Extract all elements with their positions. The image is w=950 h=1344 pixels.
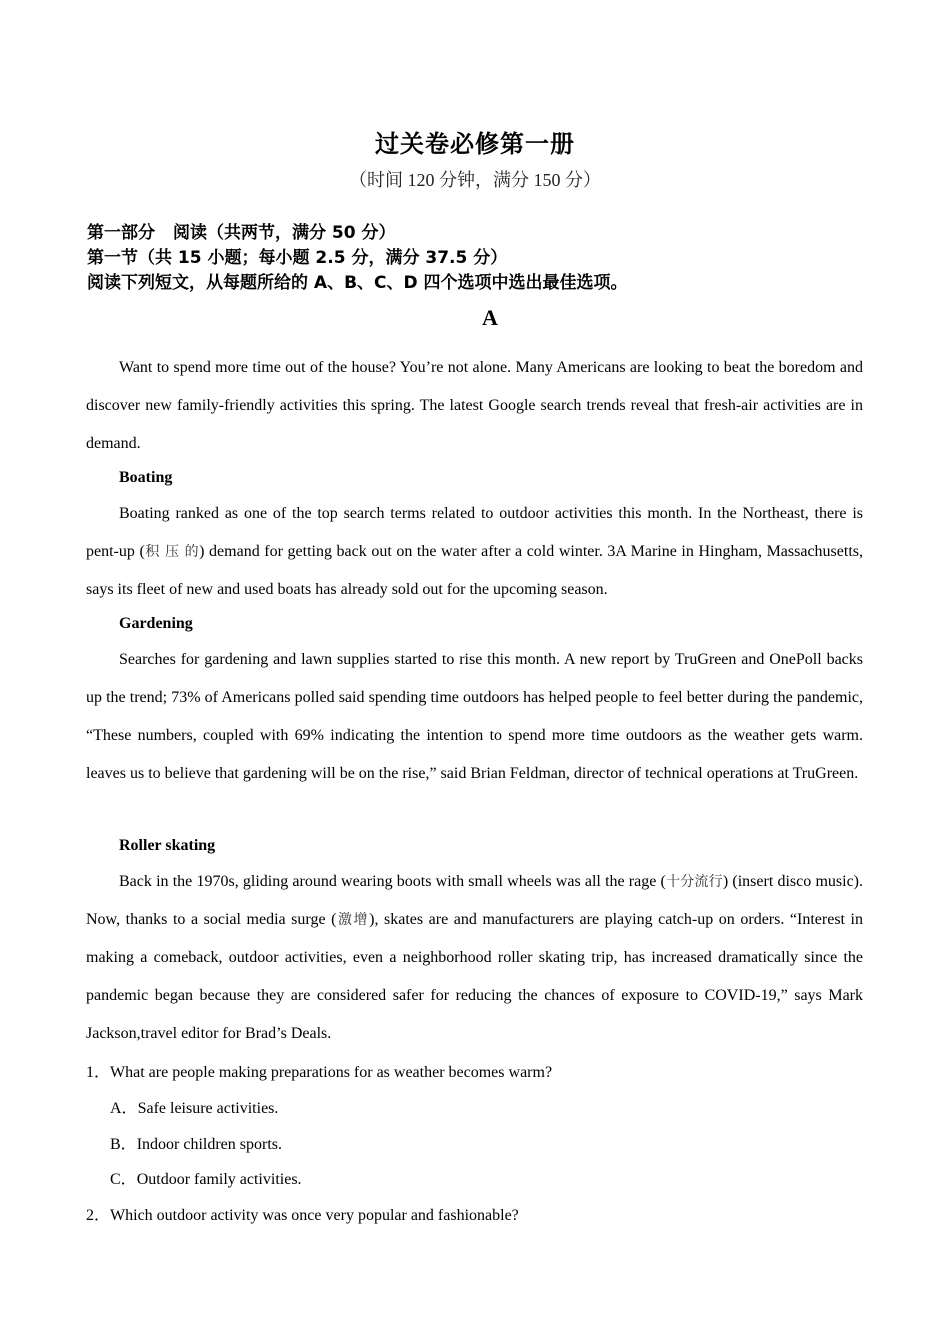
intro-paragraph: Want to spend more time out of the house? You’re not alone. Many Americans are looking to beat the boredom and discover new family-friendly activities this spring. The latest Google search trends reveal that fresh-air activities are in demand. — [86, 359, 863, 452]
boating-paragraph — [86, 495, 863, 609]
option-label: B． — [110, 1136, 137, 1153]
page-title: 过关卷必修第一册 — [375, 130, 575, 158]
roller-text-1: Back in the 1970s, gliding around wearing boots with small wheels was all the rage ( — [119, 873, 666, 890]
question-1-option-c[interactable] — [110, 1166, 302, 1189]
question-text: What are people making preparations for as weather becomes warm? — [110, 1064, 553, 1081]
option-text: Outdoor family activities. — [136, 1171, 302, 1188]
roller-text-2: ) (insert disco music). Now, thanks to a social media surge ( — [86, 873, 863, 928]
option-text: Safe leisure activities. — [137, 1100, 279, 1117]
question-number: 2． — [86, 1207, 111, 1224]
question-number: 1． — [86, 1064, 111, 1081]
option-label: A． — [110, 1100, 138, 1117]
passage-letter: A — [482, 305, 498, 330]
gloss-all-the-rage: 十分流行 — [665, 874, 723, 890]
question-2 — [86, 1202, 519, 1225]
question-1 — [86, 1059, 552, 1082]
boating-text-start: Boating ranked as one of the top search terms related to outdoor activities this month. In the Northeast, there is pent-up ( — [86, 505, 863, 560]
gardening-heading: Gardening — [119, 615, 193, 632]
roller-skating-paragraph — [86, 863, 863, 1053]
gloss-surge: 激增 — [336, 912, 370, 928]
question-1-option-a[interactable] — [110, 1095, 278, 1118]
section-heading: 第一节（共 15 小题；每小题 2.5 分，满分 37.5 分） — [87, 248, 508, 268]
part-heading — [87, 218, 396, 243]
roller-skating-heading: Roller skating — [119, 837, 216, 854]
directions: 阅读下列短文，从每题所给的 A、B、C、D 四个选项中选出最佳选项。 — [87, 273, 628, 293]
option-text: Indoor children sports. — [136, 1136, 282, 1153]
option-label: C． — [110, 1171, 137, 1188]
question-text: Which outdoor activity was once very popular and fashionable? — [110, 1207, 519, 1224]
gloss-pent-up: 积 压 的 — [144, 544, 200, 560]
gardening-paragraph: Searches for gardening and lawn supplies started to rise this month. A new report by TruGreen and OnePoll backs up the trend; 73% of Americans polled said spending time outdoors has helped people to feel better during the pandemic, “These numbers, coupled with 69% indicating the intention to spend more time outdoors as the weather gets warm. leaves us to believe that gardening will be on the rise,” said Brian Feldman, director of technical operations at TruGreen. — [86, 651, 863, 782]
boating-text-end: ) demand for getting back out on the water after a cold winter. 3A Marine in Hingham, Massachusetts, says its fleet of new and used boats has already sold out for the upcoming season. — [86, 543, 864, 598]
boating-heading: Boating — [119, 469, 173, 486]
part-label: 第一部分 — [87, 223, 155, 243]
roller-text-3: ), skates are and manufacturers are playing catch-up on orders. “Interest in making a comeback, outdoor activities, even a neighborhood roller skating trip, has increased dramatically since the pandemic began because they are considered safer for reducing the chances of exposure to COVID-19,” says Mark Jackson,travel editor for Brad’s Deals. — [86, 911, 863, 1042]
part-description: 阅读（共两节，满分 50 分） — [173, 223, 396, 243]
question-1-option-b[interactable] — [110, 1131, 282, 1154]
time-score-subtitle: （时间 120 分钟，满分 150 分） — [349, 170, 601, 190]
